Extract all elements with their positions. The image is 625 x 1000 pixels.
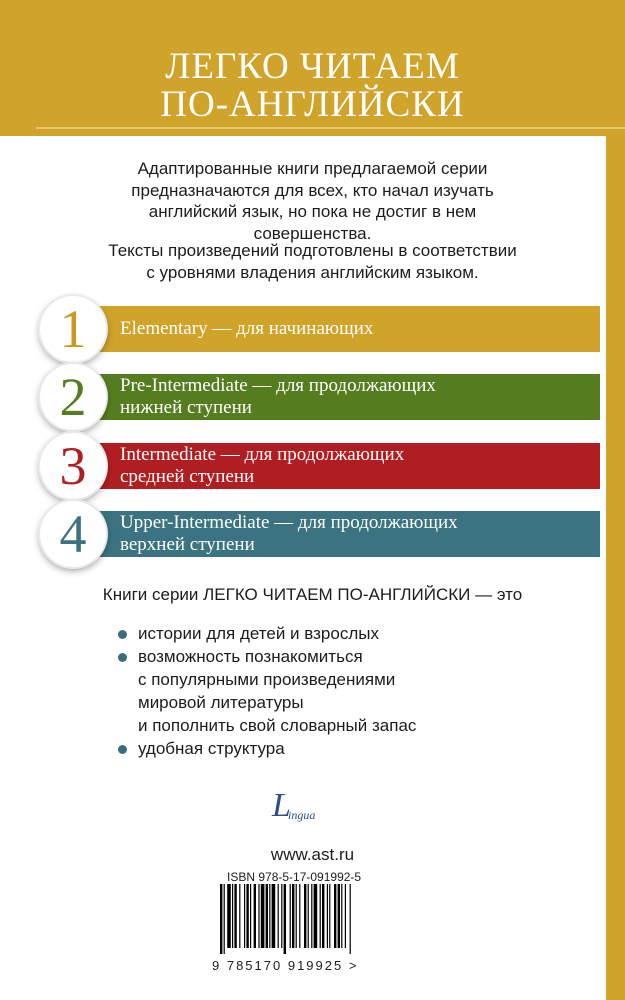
intro-paragraph-2 [0, 240, 625, 283]
barcode-bar [350, 884, 351, 954]
level-3 [40, 433, 600, 499]
level-1-label [120, 306, 590, 352]
level-label-line: Upper-Intermediate — для продолжающих [120, 512, 458, 533]
feature-line: возможность познакомиться [138, 647, 363, 666]
barcode-bar [224, 884, 225, 954]
intro-line: с уровнями владения английским языком. [146, 262, 479, 282]
feature-line: мировой литературы [138, 693, 304, 712]
lingua-logo [272, 786, 342, 832]
level-3-label [120, 443, 590, 489]
intro-line: Адаптированные книги предлагаемой серии [137, 159, 488, 178]
barcode-bar [244, 884, 245, 948]
level-4-badge: 4 [40, 501, 106, 567]
barcode-bar [250, 884, 251, 948]
barcode-bar [239, 884, 240, 948]
barcode-bar [311, 884, 312, 948]
intro-line: английский язык, но пока не достиг в нем [148, 202, 477, 221]
barcode-bar [292, 884, 294, 948]
level-2-badge: 2 [40, 364, 106, 430]
bullet-icon [118, 653, 127, 662]
series-heading: Книги серии ЛЕГКО ЧИТАЕМ ПО-АНГЛИЙСКИ — это [102, 585, 523, 604]
feature-item [118, 645, 578, 737]
level-label-line: средней ступени [120, 466, 255, 487]
level-label-line: Elementary — для начинающих [120, 318, 374, 339]
feature-item [118, 622, 578, 645]
level-4-label [120, 511, 590, 557]
barcode-bar [304, 884, 306, 948]
barcode-bar [234, 884, 236, 948]
barcode-bar [290, 884, 291, 948]
barcode-bar [261, 884, 265, 948]
isbn-text: ISBN 978-5-17-091992-5 [227, 870, 362, 884]
level-label-line: Intermediate — для продолжающих [120, 444, 405, 465]
bullet-icon [118, 745, 127, 754]
features-list [118, 622, 578, 760]
barcode-bar [254, 884, 256, 948]
level-1-badge: 1 [40, 296, 106, 362]
barcode-bar [327, 884, 328, 948]
barcode-bar [329, 884, 330, 948]
barcode-bar [284, 884, 286, 954]
logo-initial: L [272, 787, 291, 824]
barcode-bar [232, 884, 233, 948]
barcode-bar [314, 884, 318, 948]
intro-paragraph-1 [0, 158, 625, 244]
logo-text: ingua [288, 808, 316, 822]
feature-line: и пополнить свой словарный запас [138, 716, 417, 735]
series-title [0, 48, 625, 124]
level-label-line: Pre-Intermediate — для продолжающих [120, 375, 436, 396]
barcode-bar [334, 884, 336, 948]
level-label-line: верхней ступени [120, 534, 255, 555]
level-2-label [120, 374, 590, 420]
barcode-number: 9 785170 919925 > [212, 958, 359, 973]
bullet-icon [118, 630, 127, 639]
barcode-bar [278, 884, 279, 948]
banner-rule [36, 127, 625, 129]
title-line-1: ЛЕГКО ЧИТАЕМ [165, 46, 460, 87]
intro-line: совершенства. [253, 223, 372, 243]
barcode-bar [308, 884, 309, 948]
level-3-badge: 3 [40, 433, 106, 499]
level-4 [40, 501, 600, 567]
level-label-line: нижней ступени [120, 397, 252, 418]
website-url: www.ast.ru [270, 845, 355, 864]
intro-line: предназначаются для всех, кто начал изучать [131, 180, 494, 200]
barcode-bar [296, 884, 297, 948]
barcode-bar [266, 884, 268, 948]
barcode-bar [220, 884, 222, 954]
barcode-bar [345, 884, 346, 948]
barcode-bar [299, 884, 300, 948]
barcode-bar [281, 884, 282, 948]
barcode-bar [338, 884, 340, 948]
feature-item [118, 737, 578, 760]
feature-line: истории для детей и взрослых [138, 624, 379, 643]
level-1 [40, 296, 600, 362]
level-2 [40, 364, 600, 430]
title-line-2: ПО-АНГЛИЙСКИ [160, 84, 465, 125]
barcode-bar [246, 884, 248, 948]
barcode-bar [227, 884, 231, 948]
barcode-bar [320, 884, 321, 948]
barcode-bar [272, 884, 276, 948]
feature-line: удобная структура [138, 739, 285, 758]
barcode-image [216, 884, 396, 954]
intro-line: Тексты произведений подготовлены в соответствии [108, 241, 517, 260]
barcode-bar [341, 884, 342, 948]
barcode-bar [322, 884, 324, 948]
barcode-bar [269, 884, 270, 948]
barcode-bar [258, 884, 259, 948]
feature-line: с популярными произведениями [138, 670, 396, 689]
